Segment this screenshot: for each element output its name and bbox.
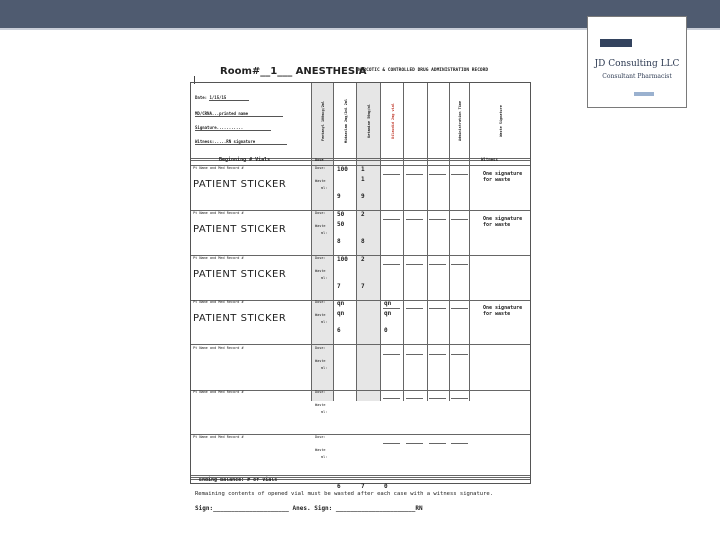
waste-label: Waste [315,179,326,183]
patient-sticker[interactable]: PATIENT STICKER [193,179,287,190]
entry-blank[interactable] [451,398,468,399]
ml-label: ml: [321,455,328,459]
entry-blank[interactable] [429,398,446,399]
waste-label: Waste [315,403,326,407]
waste-label: Waste [315,313,326,317]
entry-blank[interactable] [451,174,468,175]
vial-count: 6 [337,327,341,334]
entry-blank[interactable] [406,354,423,355]
form-subtitle: NARCOTIC & CONTROLLED DRUG ADMINISTRATION RECORD [358,68,489,73]
logo-mark [600,39,632,47]
patient-row-label: Pt Name and Med Record # [193,166,244,170]
dose-value: qn [337,300,345,307]
dose-value: 100 [337,256,348,263]
date-field: Date: 1/15/15 [195,95,249,101]
waste-label: Waste [315,224,326,228]
patient-row-label: Pt Name and Med Record # [193,300,244,304]
ml-label: ml: [321,276,328,280]
patient-row-label: Pt Name and Med Record # [193,390,244,394]
vial-count: 7 [337,283,341,290]
witness-label: Witness [481,157,498,162]
entry-blank[interactable] [383,219,400,220]
ending-label: Ending Balance: # of Vials [199,477,278,483]
row-divider [191,344,530,345]
row-divider [191,475,530,478]
vial-count: 8 [337,238,341,245]
dose-value: 1 [361,166,365,173]
waste-label: Waste [315,269,326,273]
entry-blank[interactable] [451,264,468,265]
dose2-value: 50 [337,221,345,228]
patient-sticker[interactable]: PATIENT STICKER [193,313,287,324]
entry-blank[interactable] [383,443,400,444]
company-logo [587,16,687,108]
drug-column-8 [469,83,531,401]
ml-label: ml: [321,320,328,324]
drug-column-3 [356,83,381,401]
patient-sticker[interactable]: PATIENT STICKER [193,269,287,280]
drug-column-label: Midazolam 2mg/2ml 2ml [343,98,348,144]
dose-label: Dose: [315,211,326,215]
header-fields [191,83,311,158]
logo-company-name: JD Consulting LLC [594,59,680,69]
waste-note: Remaining contents of opened vial must be wasted after each case with a witness signature. [195,491,494,497]
dose-label: Dose: [315,300,326,304]
entry-blank[interactable] [406,264,423,265]
dose-label: Dose: [315,390,326,394]
entry-blank[interactable] [429,308,446,309]
entry-blank[interactable] [383,398,400,399]
logo-accent [634,92,654,96]
vial-count: 8 [361,238,365,245]
patient-row-label: Pt Name and Med Record # [193,346,244,350]
dose2-value: qn [337,310,345,317]
waste-label: Waste [315,448,326,452]
entry-blank[interactable] [383,264,400,265]
entry-blank[interactable] [406,398,423,399]
dose-value: 50 [337,211,345,218]
entry-blank[interactable] [429,174,446,175]
entry-blank[interactable] [406,219,423,220]
dose-label: Dose: [315,256,326,260]
beginning-vials-row [191,158,530,165]
dose-abbr: Dose [315,158,324,162]
dose-value: 2 [361,211,365,218]
entry-blank[interactable] [406,174,423,175]
ending-value: 0 [384,483,388,490]
dose-label: Dose: [315,346,326,350]
ending-value: 7 [361,483,365,490]
dose-value: 2 [361,256,365,263]
entry-blank[interactable] [451,219,468,220]
logo-tagline: Consultant Pharmacist [602,73,672,80]
ml-label: ml: [321,186,328,190]
drug-column-label: Fentanyl 100mcg/2ml [321,100,325,142]
witness-field: Witness:.....RN signature [195,139,287,145]
patient-row-label: Pt Name and Med Record # [193,435,244,439]
entry-blank[interactable] [451,443,468,444]
entry-blank[interactable] [429,443,446,444]
entry-blank[interactable] [429,354,446,355]
form-title: Room#__1___ ANESTHESIA [220,66,367,77]
entry-blank[interactable] [429,219,446,220]
patient-row-label: Pt Name and Med Record # [193,211,244,215]
ml-label: ml: [321,366,328,370]
waste-label: Waste [315,359,326,363]
entry-blank[interactable] [429,264,446,265]
waste-signature-note: One signature for waste [483,305,523,317]
dose2-value: 1 [361,176,365,183]
dose-value: qn [384,300,392,307]
waste-signature-note: One signature for waste [483,171,523,183]
patient-sticker[interactable]: PATIENT STICKER [193,224,287,235]
entry-blank[interactable] [451,308,468,309]
entry-blank[interactable] [451,354,468,355]
ml-label: ml: [321,231,328,235]
vial-count: 0 [384,327,388,334]
dose2-value: qn [384,310,392,317]
dose-label: Dose: [315,435,326,439]
beginning-label: Beginning # Vials [219,157,271,163]
entry-blank[interactable] [406,308,423,309]
vial-count: 9 [361,193,365,200]
drug-column-label: Administration Time [458,100,462,142]
drug-column-label: Ketamine 50mg/ml [367,104,371,138]
ending-value: 6 [337,483,341,490]
sign-line: Sign:_____________________ Anes. Sign: ______________________RN [195,505,423,512]
md-name-field: MD/CRNA...printed name [195,111,283,117]
vial-count: 9 [337,193,341,200]
drug-column-label: Dilaudid 2mg vial [390,103,395,139]
drug-column-label: Waste Signature [498,105,503,137]
entry-blank[interactable] [383,354,400,355]
patient-row-label: Pt Name and Med Record # [193,256,244,260]
entry-blank[interactable] [406,443,423,444]
drug-column-1 [311,83,334,401]
vial-count: 7 [361,283,365,290]
dose-value: 100 [337,166,348,173]
waste-signature-note: One signature for waste [483,216,523,228]
entry-blank[interactable] [383,308,400,309]
entry-blank[interactable] [383,174,400,175]
ml-label: ml: [321,410,328,414]
drug-record-form [190,82,531,490]
dose-label: Dose: [315,166,326,170]
signature-field: Signature........... [195,125,271,131]
